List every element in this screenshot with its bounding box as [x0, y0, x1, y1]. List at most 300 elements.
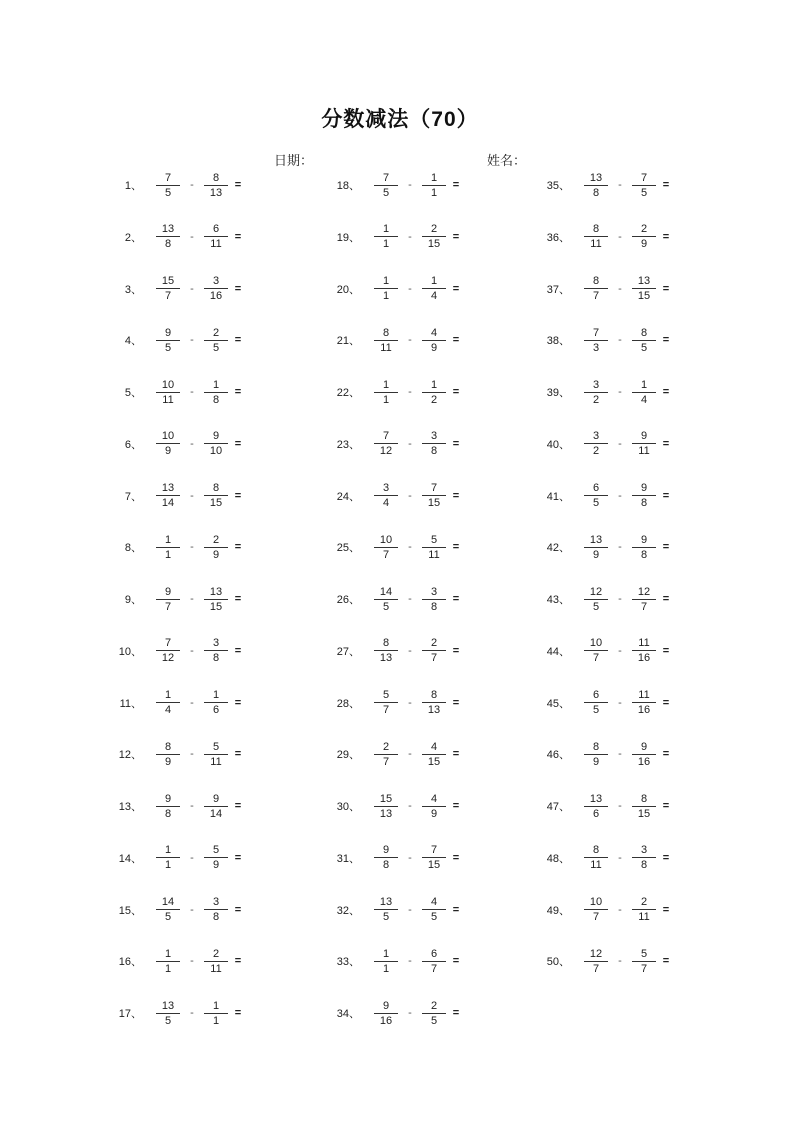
minuend-fraction [155, 585, 181, 614]
subtrahend-fraction [421, 533, 447, 562]
problem-item [112, 478, 247, 514]
denominator: 9 [164, 445, 172, 458]
denominator: 9 [212, 859, 220, 872]
subtrahend-fraction [631, 378, 657, 407]
subtrahend-fraction [631, 171, 657, 200]
denominator: 1 [382, 290, 390, 302]
equals-sign: = [452, 1007, 460, 1019]
problem-number: 4、 [124, 335, 142, 348]
minus-sign: - [190, 955, 194, 968]
equals-sign: = [452, 800, 460, 812]
equals-sign: = [452, 230, 460, 243]
subtrahend-fraction [421, 378, 447, 407]
denominator: 11 [210, 962, 222, 975]
denominator: 2 [430, 393, 438, 406]
equals-sign: = [662, 230, 670, 243]
minus-sign: - [408, 230, 412, 243]
problem-item [112, 529, 247, 565]
equals-sign: = [234, 696, 242, 709]
numerator: 3 [430, 430, 438, 443]
denominator: 7 [164, 290, 172, 302]
subtrahend-fraction [203, 378, 229, 407]
denominator: 1 [164, 859, 172, 872]
minus-sign: - [408, 748, 412, 761]
denominator: 7 [640, 962, 648, 975]
denominator: 16 [637, 704, 651, 716]
problem-number: 47、 [546, 801, 570, 813]
denominator: 8 [212, 393, 220, 406]
minus-sign: - [190, 644, 194, 657]
problem-item [330, 167, 465, 203]
equals-sign: = [452, 955, 460, 968]
minus-sign: - [190, 386, 194, 398]
numerator: 7 [382, 430, 390, 443]
denominator: 12 [161, 652, 175, 665]
denominator: 8 [640, 859, 648, 872]
denominator: 7 [592, 652, 600, 665]
minus-sign: - [190, 1007, 194, 1019]
denominator: 7 [430, 962, 438, 975]
denominator: 5 [640, 341, 648, 354]
numerator: 1 [430, 378, 438, 391]
problem-item [540, 529, 675, 565]
problem-item [330, 633, 465, 669]
minuend-fraction [583, 585, 609, 614]
numerator: 13 [161, 999, 175, 1012]
minus-sign: - [618, 179, 622, 191]
numerator: 3 [212, 896, 220, 908]
equals-sign: = [234, 955, 242, 968]
numerator: 13 [209, 585, 223, 598]
subtrahend-fraction [203, 895, 229, 924]
numerator: 5 [382, 689, 390, 701]
minuend-fraction [155, 895, 181, 924]
minuend-fraction [373, 792, 399, 821]
minus-sign: - [618, 541, 622, 554]
numerator: 3 [640, 844, 648, 857]
equals-sign: = [234, 334, 242, 347]
equals-sign: = [452, 593, 460, 605]
problem-item [330, 736, 465, 772]
numerator: 7 [430, 482, 438, 494]
subtrahend-fraction [421, 274, 447, 303]
numerator: 1 [164, 844, 172, 857]
problem-item [330, 478, 465, 514]
numerator: 12 [589, 947, 603, 960]
equals-sign: = [452, 179, 460, 191]
numerator: 2 [212, 533, 220, 546]
denominator: 9 [592, 548, 600, 561]
problem-number: 50、 [546, 956, 570, 969]
minuend-fraction [373, 895, 399, 924]
minus-sign: - [408, 334, 412, 347]
denominator: 15 [209, 600, 223, 613]
minuend-fraction [155, 222, 181, 251]
equals-sign: = [662, 541, 670, 554]
denominator: 5 [430, 911, 438, 923]
numerator: 1 [164, 533, 172, 546]
numerator: 14 [161, 896, 175, 908]
minus-sign: - [190, 437, 194, 450]
problem-item [112, 892, 247, 928]
equals-sign: = [662, 955, 670, 968]
numerator: 8 [382, 326, 390, 339]
denominator: 14 [209, 807, 223, 820]
numerator: 7 [164, 171, 172, 184]
subtrahend-fraction [631, 843, 657, 872]
numerator: 9 [382, 844, 390, 857]
equals-sign: = [234, 489, 242, 502]
problem-number: 5、 [124, 387, 142, 399]
minus-sign: - [618, 593, 622, 605]
problem-number: 26、 [336, 594, 360, 606]
minuend-fraction [583, 636, 609, 665]
denominator: 5 [592, 600, 600, 613]
minus-sign: - [408, 179, 412, 191]
problem-item [540, 892, 675, 928]
equals-sign: = [234, 541, 242, 554]
denominator: 6 [212, 704, 220, 716]
subtrahend-fraction [203, 585, 229, 614]
minus-sign: - [190, 541, 194, 554]
problem-number: 42、 [546, 542, 570, 555]
minuend-fraction [373, 999, 399, 1028]
numerator: 6 [430, 947, 438, 960]
subtrahend-fraction [631, 740, 657, 769]
denominator: 7 [164, 600, 172, 613]
numerator: 13 [637, 275, 651, 287]
numerator: 2 [212, 947, 220, 960]
minuend-fraction [155, 740, 181, 769]
problem-item [112, 374, 247, 410]
problem-item [540, 478, 675, 514]
denominator: 5 [640, 186, 648, 199]
numerator: 8 [592, 223, 600, 236]
equals-sign: = [662, 851, 670, 864]
denominator: 4 [382, 497, 390, 509]
denominator: 5 [164, 186, 172, 199]
minuend-fraction [155, 843, 181, 872]
denominator: 9 [164, 755, 172, 768]
denominator: 15 [427, 859, 441, 872]
minus-sign: - [618, 334, 622, 347]
denominator: 7 [382, 704, 390, 716]
numerator: 13 [589, 533, 603, 546]
problem-item [330, 892, 465, 928]
denominator: 1 [382, 238, 390, 251]
problem-number: 35、 [546, 180, 570, 192]
numerator: 1 [212, 689, 220, 701]
problem-number: 37、 [546, 283, 570, 296]
minus-sign: - [408, 489, 412, 502]
numerator: 1 [640, 378, 648, 391]
problem-item [330, 788, 465, 824]
numerator: 2 [430, 999, 438, 1012]
problem-item [540, 374, 675, 410]
denominator: 15 [637, 290, 651, 302]
numerator: 2 [430, 637, 438, 650]
denominator: 5 [430, 1014, 438, 1027]
problem-item [112, 736, 247, 772]
problem-number: 7、 [124, 490, 142, 503]
problem-number: 11、 [119, 697, 142, 710]
minuend-fraction [155, 429, 181, 458]
minuend-fraction [373, 378, 399, 407]
subtrahend-fraction [631, 585, 657, 614]
subtrahend-fraction [421, 843, 447, 872]
problem-item [112, 219, 247, 255]
problem-item [540, 685, 675, 721]
denominator: 11 [428, 548, 440, 561]
equals-sign: = [234, 282, 242, 295]
problem-number: 34、 [336, 1008, 360, 1020]
numerator: 8 [382, 637, 390, 650]
problem-number: 24、 [336, 490, 360, 503]
minuend-fraction [373, 947, 399, 976]
minuend-fraction [155, 171, 181, 200]
minus-sign: - [618, 903, 622, 916]
minus-sign: - [190, 903, 194, 916]
numerator: 2 [382, 740, 390, 753]
equals-sign: = [234, 386, 242, 398]
minus-sign: - [408, 437, 412, 450]
numerator: 5 [212, 740, 220, 753]
numerator: 9 [164, 585, 172, 598]
equals-sign: = [234, 593, 242, 605]
subtrahend-fraction [631, 947, 657, 976]
problem-item [330, 322, 465, 358]
equals-sign: = [662, 800, 670, 812]
numerator: 10 [589, 637, 603, 650]
problem-item [540, 788, 675, 824]
denominator: 8 [430, 445, 438, 458]
minuend-fraction [373, 274, 399, 303]
subtrahend-fraction [631, 533, 657, 562]
numerator: 2 [430, 223, 438, 236]
problem-item [540, 322, 675, 358]
problem-item [540, 219, 675, 255]
minuend-fraction [373, 481, 399, 510]
denominator: 16 [637, 755, 651, 768]
subtrahend-fraction [631, 792, 657, 821]
minus-sign: - [618, 696, 622, 709]
subtrahend-fraction [421, 222, 447, 251]
equals-sign: = [452, 334, 460, 347]
minus-sign: - [408, 541, 412, 554]
subtrahend-fraction [631, 429, 657, 458]
numerator: 1 [212, 999, 220, 1012]
minuend-fraction [155, 792, 181, 821]
minus-sign: - [408, 800, 412, 812]
problem-number: 6、 [124, 438, 142, 451]
problem-number: 44、 [546, 645, 570, 658]
numerator: 8 [592, 275, 600, 287]
minus-sign: - [618, 851, 622, 864]
subtrahend-fraction [421, 429, 447, 458]
subtrahend-fraction [421, 947, 447, 976]
equals-sign: = [234, 748, 242, 761]
minuend-fraction [583, 792, 609, 821]
minuend-fraction [583, 222, 609, 251]
problem-item [112, 426, 247, 462]
subtrahend-fraction [421, 585, 447, 614]
minus-sign: - [618, 489, 622, 502]
denominator: 11 [638, 445, 650, 458]
numerator: 12 [637, 585, 651, 598]
numerator: 14 [379, 585, 393, 598]
denominator: 5 [164, 1014, 172, 1027]
numerator: 9 [382, 999, 390, 1012]
problem-item [112, 788, 247, 824]
subtrahend-fraction [203, 636, 229, 665]
denominator: 16 [209, 290, 223, 302]
denominator: 2 [592, 393, 600, 406]
denominator: 8 [164, 238, 172, 251]
subtrahend-fraction [203, 947, 229, 976]
subtrahend-fraction [203, 999, 229, 1028]
denominator: 9 [592, 755, 600, 768]
numerator: 1 [382, 947, 390, 960]
subtrahend-fraction [203, 843, 229, 872]
denominator: 15 [427, 755, 441, 768]
minus-sign: - [190, 282, 194, 295]
problem-number: 16、 [118, 956, 142, 969]
problem-item [540, 840, 675, 876]
problem-number: 46、 [546, 749, 570, 762]
equals-sign: = [234, 179, 242, 191]
denominator: 5 [164, 341, 172, 354]
denominator: 5 [592, 497, 600, 509]
problem-item [112, 995, 247, 1031]
problem-number: 43、 [546, 594, 570, 606]
numerator: 8 [592, 844, 600, 857]
numerator: 1 [382, 223, 390, 236]
equals-sign: = [234, 851, 242, 864]
denominator: 14 [161, 497, 175, 509]
equals-sign: = [452, 489, 460, 502]
denominator: 13 [379, 807, 393, 820]
minuend-fraction [373, 585, 399, 614]
equals-sign: = [662, 748, 670, 761]
denominator: 11 [210, 755, 222, 768]
minuend-fraction [155, 378, 181, 407]
equals-sign: = [662, 593, 670, 605]
problem-number: 20、 [336, 283, 360, 296]
subtrahend-fraction [631, 222, 657, 251]
numerator: 10 [379, 533, 393, 546]
problem-number: 49、 [546, 904, 570, 917]
numerator: 1 [382, 378, 390, 391]
minuend-fraction [583, 843, 609, 872]
problem-number: 15、 [118, 904, 142, 917]
problem-item [330, 943, 465, 979]
numerator: 12 [589, 585, 603, 598]
problem-number: 8、 [124, 542, 142, 555]
denominator: 11 [380, 341, 392, 354]
equals-sign: = [234, 644, 242, 657]
numerator: 9 [212, 430, 220, 443]
minus-sign: - [190, 800, 194, 812]
equals-sign: = [452, 748, 460, 761]
minus-sign: - [618, 644, 622, 657]
denominator: 7 [382, 548, 390, 561]
numerator: 9 [640, 740, 648, 753]
equals-sign: = [662, 903, 670, 916]
problem-number: 25、 [336, 542, 360, 555]
numerator: 2 [640, 223, 648, 236]
minuend-fraction [155, 533, 181, 562]
equals-sign: = [234, 800, 242, 812]
denominator: 1 [382, 962, 390, 975]
minuend-fraction [155, 326, 181, 355]
numerator: 1 [164, 689, 172, 701]
minus-sign: - [190, 748, 194, 761]
problem-number: 17、 [118, 1008, 142, 1020]
numerator: 1 [164, 947, 172, 960]
denominator: 5 [382, 186, 390, 199]
subtrahend-fraction [203, 792, 229, 821]
numerator: 7 [592, 326, 600, 339]
minus-sign: - [408, 851, 412, 864]
numerator: 1 [430, 275, 438, 287]
numerator: 8 [592, 740, 600, 753]
problem-number: 22、 [336, 387, 360, 399]
denominator: 9 [212, 548, 220, 561]
problem-item [330, 685, 465, 721]
denominator: 7 [592, 290, 600, 302]
problem-item [540, 943, 675, 979]
numerator: 8 [212, 171, 220, 184]
denominator: 8 [592, 186, 600, 199]
numerator: 10 [161, 378, 175, 391]
minus-sign: - [408, 696, 412, 709]
minuend-fraction [373, 740, 399, 769]
numerator: 6 [592, 482, 600, 494]
denominator: 7 [430, 652, 438, 665]
denominator: 12 [379, 445, 393, 458]
denominator: 8 [640, 497, 648, 509]
numerator: 8 [430, 689, 438, 701]
minus-sign: - [190, 696, 194, 709]
numerator: 7 [430, 844, 438, 857]
minus-sign: - [618, 955, 622, 968]
numerator: 1 [212, 378, 220, 391]
minus-sign: - [408, 955, 412, 968]
problem-item [112, 322, 247, 358]
minuend-fraction [583, 274, 609, 303]
problem-item [330, 995, 465, 1031]
minus-sign: - [618, 230, 622, 243]
subtrahend-fraction [631, 274, 657, 303]
denominator: 4 [164, 704, 172, 716]
denominator: 8 [212, 911, 220, 923]
denominator: 8 [640, 548, 648, 561]
problem-number: 3、 [124, 283, 142, 296]
minuend-fraction [373, 429, 399, 458]
minus-sign: - [408, 282, 412, 295]
subtrahend-fraction [421, 636, 447, 665]
equals-sign: = [662, 334, 670, 347]
minus-sign: - [190, 230, 194, 243]
minuend-fraction [583, 378, 609, 407]
equals-sign: = [234, 903, 242, 916]
denominator: 15 [427, 238, 441, 251]
minuend-fraction [583, 171, 609, 200]
subtrahend-fraction [203, 429, 229, 458]
problem-number: 28、 [336, 697, 360, 710]
denominator: 11 [162, 393, 174, 406]
problem-item [112, 581, 247, 617]
